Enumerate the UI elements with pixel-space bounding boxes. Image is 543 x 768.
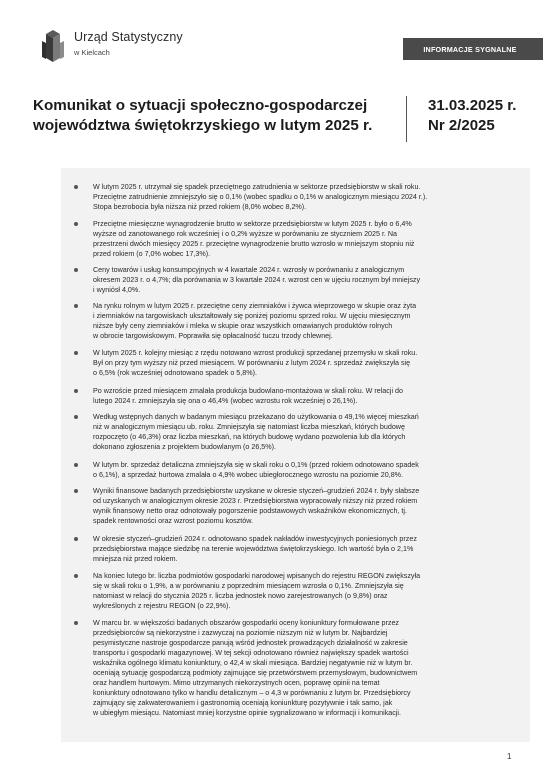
bullet-line: Po wzroście przed miesiącem zmalała produkcja budowlano-montażowa w skali roku. W relacji do [93,387,403,395]
bullet-line: natomiast w relacji do stycznia 2025 r. liczba jednostek nowo zarejestrowanych (o 9,8%) oraz [93,592,388,600]
bullet-line: oceniają sytuację gospodarczą podmioty zajmujące się przetwórstwem przemysłowym, budownictwem [93,669,418,677]
logo-name: Urząd Statystyczny [74,30,183,44]
bullet-text [93,301,521,341]
bullet-line: rozpoczęto (o 46,3%) oraz liczba mieszkań, na których budowę wydano pozwolenia lub dla których [93,433,406,441]
bullet-line: wskaźnika ogólnego klimatu koniunktury, o 42,4 w skali miesiąca. Bardziej negatywnie niż w lutym br. [93,659,413,667]
bullet-line: od uzyskanych w analogicznym okresie 2023 r. Przedsiębiorstwa wypracowały niższy niż przed rokiem [93,497,418,505]
page-title [33,96,403,136]
bullet-line: W lutym 2025 r. kolejny miesiąc z rzędu notowano wzrost produkcji sprzedanej przemysłu w skali roku. [93,349,418,357]
bullet-line: Na koniec lutego br. liczba podmiotów gospodarki narodowej wpisanych do rejestru REGON zwiększyła [93,572,421,580]
bullet-line: Na rynku rolnym w lutym 2025 r. przeciętne ceny ziemniaków i żywca wieprzowego w skupie oraz żyta [93,302,417,310]
bullet-line: Wyniki finansowe badanych przedsiębiorstw uzyskane w okresie styczeń–grudzień 2024 r. były słabsze [93,487,420,495]
bullet-line: wyższe od zanotowanego rok wcześniej i o 0,2% wyższe w porównaniu ze styczniem 2025 r. Na [93,230,398,238]
bullet-line: przed rokiem (o 7,0% wobec 17,3%). [93,250,211,258]
bullet-line: Był on przy tym wyższy niż przed miesiącem. W porównaniu z lutym 2024 r. sprzedaż zwiększyła się [93,359,411,367]
statistics-office-logo-icon [38,29,68,63]
bullet-dot-icon [74,268,78,272]
publication-type-badge: INFORMACJE SYGNALNE [403,38,543,60]
bullet-line: spadek rentowności oraz wzrost poziomu kosztów. [93,517,253,525]
page-number: 1 [507,752,512,761]
bullet-dot-icon [74,415,78,419]
bullet-line: lutego 2024 r. zmniejszyła się ona o 46,4% (wobec wzrostu rok wcześniej o 26,1%). [93,397,358,405]
bullet-line: Stopa bezrobocia była niższa niż przed rokiem (8,0% wobec 8,2%). [93,203,307,211]
bullet-line: o 6,1%), a sprzedaż hurtowa zmalała o 4,9% wobec ubiegłorocznego wzrostu na poziomie 20,8%. [93,471,403,479]
bullet-line: zajmujący się zakwaterowaniem i gastronomią oceniają koniunkturę pozytywnie i tak samo, jak [93,699,393,707]
bullet-dot-icon [74,389,78,393]
bullet-dot-icon [74,351,78,355]
bullet-line: transportu i gospodarki magazynowej. W tej sekcji odnotowano również największy spadek wartości [93,649,409,657]
title-line: województwa świętokrzyskiego w lutym 2025 r. [33,117,373,134]
bullet-text [93,219,521,259]
bullet-line: okresem 2023 r. o 4,7%; dla porównania w 3 kwartale 2024 r. wzrost cen w ujęciu rocznym był mniejszy [93,276,421,284]
bullet-line: niższe były ceny ziemniaków i mleka w skupie oraz wszystkich omawianych produktów rolnych [93,322,393,330]
bullet-line: przedsiębiorstwa mające siedzibę na terenie województwa świętokrzyskiego. Ich wartość była o 2,1% [93,545,414,553]
bullet-dot-icon [74,489,78,493]
title-divider [406,96,407,142]
bullet-line: W okresie styczeń–grudzień 2024 r. odnotowano spadek nakładów inwestycyjnych poniesionych przez [93,535,417,543]
bullet-text [93,618,521,718]
bullet-line: przedsiębiorców są niekorzystne i zazwyczaj na poziomie niższym niż w lutym br. Najbardziej [93,629,388,637]
bullet-line: w ubiegłym miesiącu. Natomiast mniej korzystne opinie sygnalizowano w informacji i komunikacji. [93,709,401,717]
bullet-line: W lutym 2025 r. utrzymał się spadek przeciętnego zatrudnienia w sektorze przedsiębiorstw w skali roku. [93,183,421,191]
bullet-line: i ziemniaków na targowiskach ukształtowały się poniżej poziomu sprzed roku. W ujęciu miesięcznym [93,312,411,320]
publication-meta [428,96,516,136]
bullet-line: Według wstępnych danych w badanym miesiącu przekazano do użytkowania o 49,1% więcej mieszkań [93,413,419,421]
bullet-dot-icon [74,574,78,578]
bullet-line: wykreślonych z rejestru REGON (o 22,9%). [93,602,231,610]
bullet-text [93,460,521,480]
bullet-dot-icon [74,463,78,467]
bullet-text [93,348,521,378]
bullet-line: Przeciętne miesięczne wynagrodzenie brutto w sektorze przedsiębiorstw w lutym 2025 r. było o 6,4% [93,220,412,228]
bullet-dot-icon [74,621,78,625]
bullet-line: pesymistyczne nastroje gospodarcze panują wśród jednostek prowadzących działalność w zakresie [93,639,408,647]
bullet-line: wynik finansowy netto oraz odnotowały pogorszenie podstawowych wskaźników ekonomicznych, tj. [93,507,407,515]
bullet-dot-icon [74,537,78,541]
bullet-line: dokonano zgłoszenia z projektem budowlanym (o 26,5%). [93,443,276,451]
bullet-line: oraz handlem hurtowym. Mimo utrzymanych niekorzystnych ocen, poprawę opinii na temat [93,679,380,687]
bullet-line: Ceny towarów i usług konsumpcyjnych w 4 kwartale 2024 r. wzrosły w porównaniu z analogicznym [93,266,405,274]
summary-panel [61,168,530,742]
logo-subtitle: w Kielcach [74,48,110,57]
bullet-text [93,412,521,452]
bullet-line: W marcu br. w większości badanych obszarów gospodarki oceny koniunktury formułowane przez [93,619,399,627]
bullet-line: niż w analogicznym miesiącu ub. roku. Zmniejszyła się natomiast liczba mieszkań, których budowę [93,423,405,431]
bullet-line: w obrocie targowiskowym. Poprawiła się opłacalność tuczu trzody chlewnej. [93,332,333,340]
bullet-line: się w skali roku o 1,9%, a w porównaniu z poprzednim miesiącem wzrosła o 0,1%. Zmniejszyła się [93,582,404,590]
bullet-dot-icon [74,185,78,189]
bullet-text [93,571,521,611]
bullet-dot-icon [74,222,78,226]
title-line: Komunikat o sytuacji społeczno-gospodarczej [33,97,368,114]
bullet-text [93,265,521,295]
bullet-line: mniejsza niż przed rokiem. [93,555,178,563]
bullet-line: przestrzeni dwóch miesięcy 2025 r. przeciętne wynagrodzenie brutto wzrosło w mniejszym stopniu niż [93,240,415,248]
bullet-line: o 6,5% (rok wcześniej odnotowano spadek o 5,8%). [93,369,257,377]
publication-date: 31.03.2025 r. [428,97,517,114]
bullet-dot-icon [74,304,78,308]
bullet-line: i wyniósł 4,0%. [93,286,141,294]
bullet-line: Przeciętne zatrudnienie zmniejszyło się o 0,1% (wobec spadku o 0,1% w analogicznym miesiącu 2024 r.). [93,193,428,201]
logo [38,27,188,71]
bullet-line: W lutym br. sprzedaż detaliczna zmniejszyła się w skali roku o 0,1% (przed rokiem odnotowano spadek [93,461,419,469]
bullet-text [93,182,521,212]
bullet-text [93,486,521,526]
bullet-text [93,386,521,406]
bullet-text [93,534,521,564]
bullet-line: koniunktury odnotowano tylko w handlu detalicznym – o 4,3 w porównaniu z lutym br. Przedsiębiorcy [93,689,411,697]
publication-number: Nr 2/2025 [428,117,495,134]
